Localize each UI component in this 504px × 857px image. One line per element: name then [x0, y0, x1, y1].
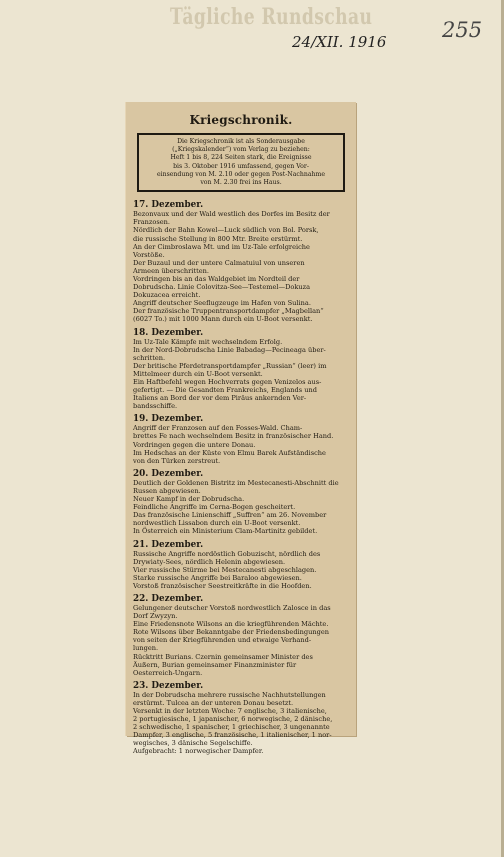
entry-date: 23. Dezember. — [133, 680, 204, 691]
entry-line: Der französische Truppentransportdampfer „Magbellan“ — [133, 307, 324, 316]
entry-line: Vorstoß französischer Seestreitkräfte in die Hoofden. — [133, 581, 312, 590]
entry-date: 18. Dezember. — [133, 327, 204, 338]
entry-line: Der britische Pferdetransportdampfer „Russian“ (leer) im — [133, 361, 327, 370]
notice-line: von M. 2.30 frei ins Haus. — [200, 179, 282, 187]
entry-line: brettes Fe nach wechselndem Besitz in französischer Hand. — [133, 432, 334, 441]
entry-line: Im Uz-Tale Kämpfe mit wechselndem Erfolg. — [133, 337, 283, 346]
entry-line: Aufgebracht: 1 norwegischer Dampfer. — [133, 747, 264, 756]
entry-line: Neuer Kampf in der Dobrudscha. — [133, 495, 245, 504]
chronicle-entry — [133, 328, 349, 411]
entry-line: die russische Stellung in 800 Mtr. Breite erstürmt. — [133, 234, 303, 243]
entry-line: Der Buzaul und der untere Calmatuiul von unseren — [133, 258, 305, 267]
entry-line: Bezonvaux und der Wald westlich des Dorfes im Besitz der — [133, 210, 330, 219]
entry-line: Russische Angriffe nordöstlich Gobuzischt, nördlich des — [133, 549, 321, 558]
chronicle-entry — [133, 200, 349, 323]
entry-line: In Österreich ein Ministerium Clam-Martinitz gebildet. — [133, 527, 318, 536]
chronicle-entry — [133, 469, 349, 536]
entry-line: Deutlich der Goldenen Bistritz im Mestecanesti-Abschnitt die — [133, 478, 339, 487]
notice-line: („Kriegskalender“) vom Verlag zu beziehen: — [172, 146, 310, 154]
entry-line: wegisches, 3 dänische Segelschiffe. — [133, 739, 253, 748]
entry-line: lungen. — [133, 644, 159, 653]
entry-line: von den Türken zerstreut. — [133, 456, 221, 465]
entry-line: Dorf Zwyzyn. — [133, 612, 178, 621]
entry-line: Vordringen bis an das Waldgebiet im Nordteil der — [133, 274, 300, 283]
entry-line: 2 schwedische, 1 spanischer, 1 griechischer, 3 ungenannte — [133, 723, 330, 732]
entry-line: von seiten der Kriegführenden und etwaige Verhand- — [133, 636, 312, 645]
entry-line: Russen abgewiesen. — [133, 486, 201, 495]
entry-line: Rote Wilsons über Bekanntgabe der Friedensbedingungen — [133, 628, 329, 637]
entry-date: 21. Dezember. — [133, 539, 204, 550]
entry-line: Im Hedschas an der Küste von Elmu Barek Aufständische — [133, 448, 326, 457]
chronicle-entry — [133, 540, 349, 590]
newspaper-clipping — [126, 102, 356, 756]
entry-line: Drywiaty-Sees, nördlich Helenin abgewiesen. — [133, 557, 286, 566]
entry-line: Feindliche Angriffe im Cerna-Bogen gescheitert. — [133, 503, 296, 512]
entry-date: 19. Dezember. — [133, 414, 204, 425]
entry-line: Starke russische Angriffe bei Baraloo abgewiesen. — [133, 573, 302, 582]
entry-line: schritten. — [133, 353, 166, 362]
entry-line: Dobrudscha. Linie Colovitza-See—Testemel—Dokuza — [133, 283, 310, 292]
entry-line: Dampfer, 3 englische, 5 französische, 1 italienischer, 1 nor- — [133, 731, 332, 740]
entry-line: Italiens an Bord der vor dem Piräus ankernden Ver- — [133, 394, 307, 403]
entry-line: Äußern, Burian gemeinsamer Finanzminister für — [133, 660, 297, 669]
entry-line: Eine Friedensnote Wilsons an die kriegführenden Mächte. — [133, 620, 329, 629]
page-number: 255 — [442, 18, 483, 42]
entry-line: Nördlich der Bahn Kowel—Luck südlich von Bol. Porsk, — [133, 226, 319, 235]
subscription-notice — [137, 133, 345, 192]
entry-line: Oesterreich-Ungarn. — [133, 668, 203, 677]
entry-line: Angriff der Franzosen auf den Fosses-Wald. Cham- — [133, 424, 303, 433]
entry-line: Rücktritt Burians. Czernin gemeinsamer Minister des — [133, 652, 313, 661]
entry-line: nordwestlich Lissabon durch ein U-Boot versenkt. — [133, 519, 301, 528]
entry-line: erstürmt. Tulcea an der unteren Donau besetzt. — [133, 698, 294, 707]
chronicle-entries — [133, 200, 349, 755]
entry-line: Dokuzacea erreicht. — [133, 291, 201, 300]
notice-line: Die Kriegschronik ist als Sonderausgabe — [177, 138, 305, 145]
entry-line: bandsschiffe. — [133, 402, 178, 411]
entry-line: Franzosen. — [133, 218, 170, 227]
entry-line: gefertigt. — Die Gesandten Frankreichs, Englands und — [133, 386, 317, 395]
entry-line: In der Dobrudscha mehrere russische Nachhutstellungen — [133, 690, 326, 699]
chronicle-entry — [133, 681, 349, 756]
entry-line: Gelungener deutscher Vorstoß nordwestlich Zalosce in das — [133, 603, 331, 612]
entry-date: 17. Dezember. — [133, 200, 204, 211]
notice-line: Heft 1 bis 8, 224 Seiten stark, die Ereignisse — [170, 154, 312, 162]
handwritten-date: 24/XII. 1916 — [292, 33, 387, 51]
entry-line: 2 portugiesische, 1 japanischer, 6 norwegische, 2 dänische, — [133, 715, 333, 724]
entry-line: Vordringen gegen die untere Donau. — [133, 440, 256, 449]
notice-line: bis 3. Oktober 1916 umfassend, gegen Vor- — [173, 162, 309, 170]
entry-line: Armeen überschritten. — [133, 266, 209, 275]
entry-line: Vier russische Stürme bei Mestecanesti abgeschlagen. — [133, 565, 317, 574]
entry-line: Ein Haftbefehl wegen Hochverrats gegen Venizelos aus- — [133, 378, 322, 386]
entry-line: An der Cimbroslawa Mt. und im Uz-Tale erfolgreiche — [133, 242, 310, 251]
entry-line: Vorstöße. — [133, 250, 165, 259]
entry-line: Das französische Linienschiff „Suffren“ am 26. November — [133, 511, 327, 520]
entry-line: Mittelmeer durch ein U-Boot versenkt. — [133, 369, 263, 378]
entry-line: In der Nord-Dobrudscha Linie Babadag—Pecineaga über- — [133, 345, 326, 354]
notice-line: einsendung von M. 2.10 oder gegen Post-Nachnahme — [156, 170, 326, 178]
entry-date: 22. Dezember. — [133, 593, 204, 604]
entry-line: (6027 To.) mit 1000 Mann durch ein U-Boot versenkt. — [133, 315, 313, 324]
chronicle-entry — [133, 414, 349, 464]
newspaper-masthead: Tägliche Rundschau — [170, 4, 373, 30]
entry-line: Versenkt in der letzten Woche: 7 englische, 3 italienische, — [133, 707, 327, 715]
chronicle-entry — [133, 594, 349, 677]
entry-line: Angriff deutscher Seeflugzeuge im Hafen von Sulina. — [133, 299, 311, 308]
clipping-title: Kriegschronik. — [189, 113, 293, 127]
entry-date: 20. Dezember. — [133, 468, 204, 479]
